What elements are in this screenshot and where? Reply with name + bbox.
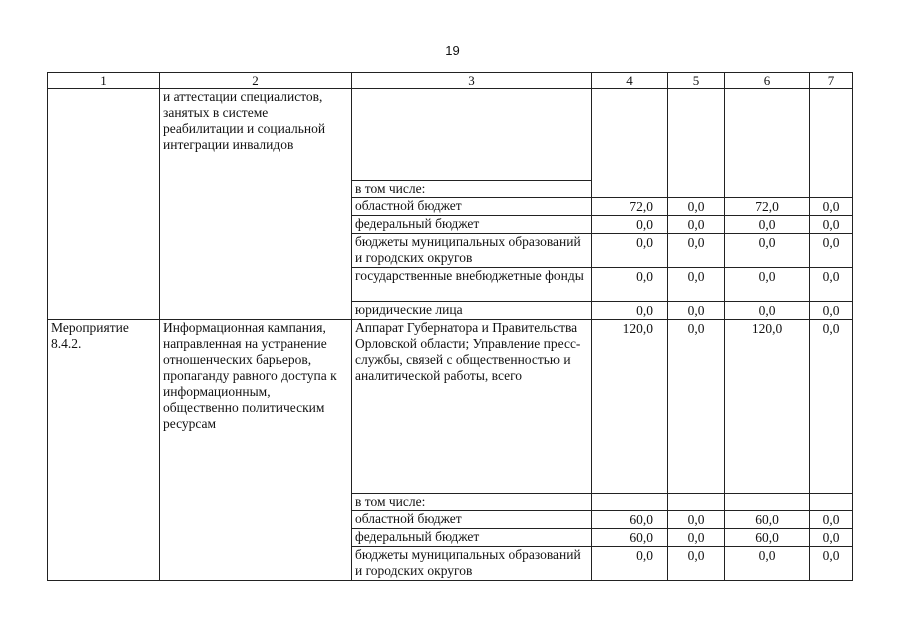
value-cell: 120,0: [725, 320, 810, 494]
value-cell: 0,0: [592, 302, 668, 320]
source-label: юридические лица: [352, 302, 592, 320]
value-cell: 0,0: [668, 302, 725, 320]
value-cell: 0,0: [668, 547, 725, 581]
source-label: областной бюджет: [352, 511, 592, 529]
value-cell: 60,0: [592, 529, 668, 547]
value-cell: 0,0: [810, 529, 853, 547]
source-label: государственные внебюджетные фонды: [352, 268, 592, 302]
value-cell: 0,0: [592, 268, 668, 302]
header-cell: 7: [810, 73, 853, 89]
description-cell: и аттестации специалистов, занятых в системе реабилитации и социальной интеграции инвалидов: [160, 89, 352, 320]
value-cell: 0,0: [810, 302, 853, 320]
value-cell: 0,0: [668, 511, 725, 529]
event-cell: Мероприятие 8.4.2.: [48, 320, 160, 581]
value-cell: 60,0: [725, 529, 810, 547]
source-label: бюджеты муниципальных образований и городских округов: [352, 234, 592, 268]
table-row: [48, 89, 853, 181]
header-cell: 4: [592, 73, 668, 89]
header-cell: 1: [48, 73, 160, 89]
value-cell: 72,0: [725, 198, 810, 216]
value-cell: 0,0: [725, 268, 810, 302]
header-cell: 3: [352, 73, 592, 89]
value-cell: 0,0: [810, 268, 853, 302]
value-cell: 60,0: [592, 511, 668, 529]
executor-cell: Аппарат Губернатора и Правительства Орловской области; Управление пресс-службы, связей с общественностью и аналитической работы, всего: [352, 320, 592, 494]
value-cell: 0,0: [668, 198, 725, 216]
budget-table: [47, 72, 853, 581]
value-cell: 0,0: [668, 529, 725, 547]
value-cell: 0,0: [810, 511, 853, 529]
header-cell: 5: [668, 73, 725, 89]
value-cell: 0,0: [668, 234, 725, 268]
value-cell: 0,0: [810, 216, 853, 234]
table-row: [48, 320, 853, 494]
source-label: областной бюджет: [352, 198, 592, 216]
event-cell: [48, 89, 160, 320]
value-cell: 0,0: [668, 216, 725, 234]
value-cell: 0,0: [592, 547, 668, 581]
header-cell: 2: [160, 73, 352, 89]
value-cell: 0,0: [810, 234, 853, 268]
value-cell: 0,0: [592, 234, 668, 268]
value-cell: 0,0: [725, 547, 810, 581]
value-cell: 0,0: [725, 216, 810, 234]
value-cell: 0,0: [668, 268, 725, 302]
description-cell: Информационная кампания, направленная на устранение отношенческих барьеров, пропаганду равного доступа к информационным, общественно политическим ресурсам: [160, 320, 352, 581]
including-label: в том числе:: [352, 494, 592, 511]
header-row: [48, 73, 853, 89]
value-cell: 0,0: [810, 547, 853, 581]
including-label: в том числе:: [352, 181, 592, 198]
executor-cell: [352, 89, 592, 181]
header-cell: 6: [725, 73, 810, 89]
value-cell: 60,0: [725, 511, 810, 529]
value-cell: 0,0: [810, 320, 853, 494]
value-cell: 0,0: [668, 320, 725, 494]
source-label: бюджеты муниципальных образований и городских округов: [352, 547, 592, 581]
value-cell: 0,0: [592, 216, 668, 234]
page-number: 19: [445, 43, 460, 58]
value-cell: 0,0: [725, 234, 810, 268]
value-cell: 120,0: [592, 320, 668, 494]
source-label: федеральный бюджет: [352, 529, 592, 547]
source-label: федеральный бюджет: [352, 216, 592, 234]
value-cell: 72,0: [592, 198, 668, 216]
value-cell: 0,0: [810, 198, 853, 216]
value-cell: 0,0: [725, 302, 810, 320]
